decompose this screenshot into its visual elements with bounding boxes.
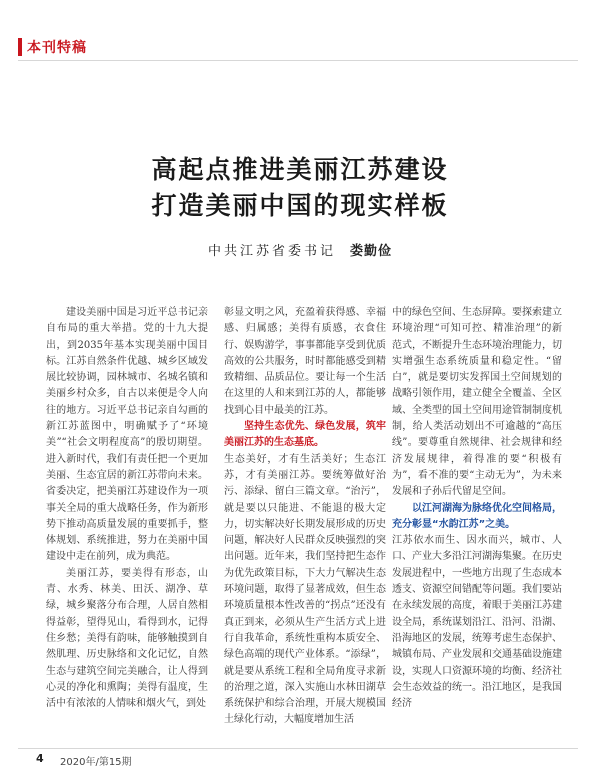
byline: [0, 240, 600, 259]
section-tag: 本刊特稿: [27, 40, 87, 56]
footer-divider: [18, 748, 578, 749]
paragraph: 生态美好，才有生活美好；生态江苏，才有美丽江苏。要统筹做好治污、添绿、留白三篇文章。“治污”，就是要以只能进、不能退的极大定力，切实解决好长期发展形成的历史问题，解决好人民群众反映强烈的突出问题。近年来，我们坚持把生态作为优先政策目标，下大力气解决生态环境问题，取得了显著成效，但生态环境质量根本性改善的“拐点”还没有真正到来，必须从生产生活方式上进行自我革命，系统性重构本质安全、绿色高端的现代产业体系。“添绿”，就是要从系统工程和全局角度寻求新的治理之道，深入实施山水林田湖草系统保护和综合治理，开展大规模国土绿化行动，大幅度增加生活: [224, 453, 386, 726]
paragraph: 江苏依水而生、因水而兴，城市、人口、产业大多沿江河湖海集聚。在历史发展进程中，一些地方出现了生态成本透支、资源空间错配等问题。我们要站在永续发展的高度，着眼于美丽江苏建设全局，系统谋划沿江、沿河、沿湖、沿海地区的发展，统筹考虑生态保护、城镇布局、产业发展和交通基础设施建设，实现人口资源环境的均衡、经济社会生态效益的统一。沿江地区，是我国经济: [392, 535, 562, 710]
article-title-line1: 高起点推进美丽江苏建设: [151, 155, 449, 184]
author-org: 中共江苏省委书记: [207, 244, 336, 259]
paragraph: 建设美丽中国是习近平总书记亲自布局的重大举措。党的十九大提出，到2035年基本实现美丽中国目标。江苏自然条件优越、城乡区域发展比较协调，园林城市、名城名镇和美丽乡村众多，自古以来便是令人向往的地方。习近平总书记亲自勾画的新江苏蓝图中，明确赋予了“环境美”“社会文明程度高”的殷切期望。进入新时代，我们有责任把一个更加美丽、生态宜居的新江苏带向未来。省委决定，把美丽江苏建设作为一项事关全局的重大战略任务，作为新形势下推动高质量发展的重要抓手，整体规划、系统推进，努力在美丽中国建设中走在前列，成为典范。: [46, 307, 208, 563]
section-tag-bar: [18, 38, 22, 56]
author-name: 娄勤俭: [350, 244, 393, 259]
paragraph: 美丽江苏，要美得有形态，山青、水秀、林美、田沃、湖净、草绿，城乡聚落分布合理，人居自然相得益彰，望得见山，看得到水，记得住乡愁；美得有韵味，能够触摸到自然肌理、历史脉络和文化记忆，自然生态与建筑空间完美融合，让人得到心灵的净化和熏陶；美得有温度，生活中有浓浓的人情味和烟火气，到处: [46, 567, 208, 710]
page-number: 4: [36, 752, 44, 765]
text-column-1: [46, 305, 208, 712]
paragraph: 中的绿色空间、生态屏障。要探索建立环境治理“可知可控、精准治理”的新范式，不断提升生态环境治理能力，切实增强生态系统质量和稳定性。“留白”，就是要切实发挥国土空间规划的战略引领作用，建立健全全覆盖、全区域、全类型的国土空间用途管制制度机制，给人类活动划出不可逾越的“高压线”。要尊重自然规律、社会规律和经济发展规律，着得准的要“积极有为”，看不准的要“主动无为”，为未来发展和子孙后代留足空间。: [392, 307, 562, 498]
header-divider: [18, 60, 578, 61]
text-column-2: [224, 305, 386, 729]
section-heading-2: 以江河湖海为脉络优化空间格局，充分彰显“水韵江苏”之美。: [392, 502, 562, 530]
article-title-line2: 打造美丽中国的现实样板: [151, 191, 449, 220]
issue-label: 2020年/第15期: [60, 757, 132, 768]
text-column-3: [392, 305, 562, 712]
section-heading-1: 坚持生态优先、绿色发展，筑牢美丽江苏的生态基底。: [224, 421, 386, 449]
paragraph: 彰显文明之风，充盈着获得感、幸福感、归属感；美得有质感，衣食住行、娱购游学，事事都能享受到优质高效的公共服务，时时都能感受到精致精细、品质品位。要让每一个生活在这里的人和来到江苏的人，都能够找到心目中最美的江苏。: [224, 307, 386, 416]
